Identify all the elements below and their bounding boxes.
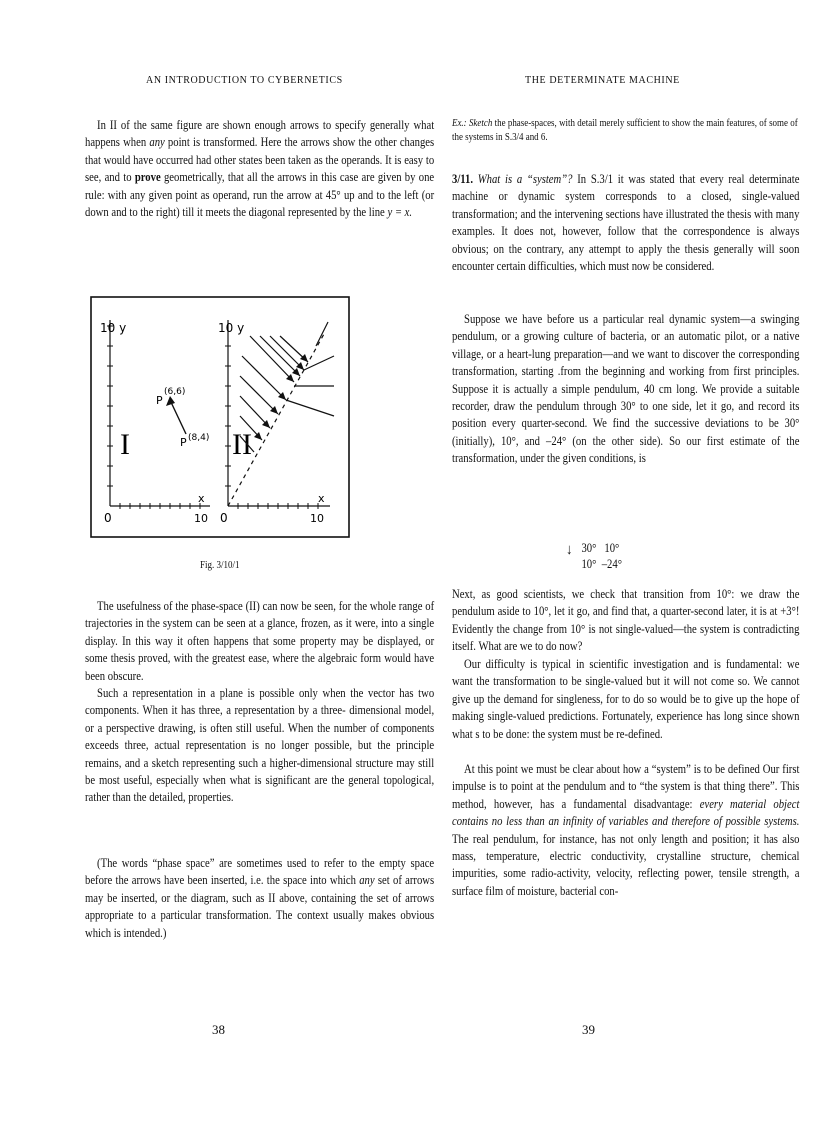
panel1-roman-numeral: I (120, 428, 130, 461)
panel1-origin: 0 (104, 511, 112, 525)
right-running-header: THE DETERMINATE MACHINE (525, 75, 680, 86)
point-a-label: P (156, 394, 163, 407)
panel1-x-tick-label: 10 (194, 512, 208, 525)
panel1-arrow-head (166, 396, 175, 406)
transformation-top-row: 30° 10° (581, 541, 620, 555)
panel1-y-label: 10 y (100, 321, 127, 335)
point-b-label: P (180, 436, 187, 449)
section-3-11-paragraph-4: Our difficulty is typical in scientific investigation and is fundamental: we want the transformation to be single-valued but it will not come so. We cannot give up the demand for singleness, for to do so would be to give up the hope of making single-valued predictions. Fortunately, experience has long since shown what s to be done: the system must be re-defined. (452, 657, 800, 741)
left-running-header: AN INTRODUCTION TO CYBERNETICS (146, 75, 343, 86)
right-page-number: 39 (582, 1022, 595, 1037)
panel2-x-tick-label: 10 (310, 512, 324, 525)
panel2-arrow-heads (254, 354, 308, 440)
panel2-roman-numeral: II (232, 428, 252, 461)
panel2-y-label: 10 y (218, 321, 245, 335)
left-page-number: 38 (212, 1022, 225, 1037)
left-paragraph-2: The usefulness of the phase-space (II) can now be seen, for the whole range of trajectories in the system can be seen at a glance, frozen, as it were, into a single display. In this way it often happens that some property may be displayed, or some thesis proved, with the greatest ease, where the algebraic form would have been obscure. (85, 599, 435, 683)
transformation-arrow: ↓ (566, 542, 573, 558)
panel2-diagonal-line (228, 334, 324, 506)
panel1-x-label: x (198, 492, 205, 505)
panel1-transition-arrow (170, 400, 186, 434)
panel2-x-label: x (318, 492, 325, 505)
panel2-origin: 0 (220, 511, 228, 525)
left-paragraph-4: (The words “phase space” are sometimes used to refer to the empty space before the arrows have been inserted, i.e. the space into which any set of arrows may be inserted, or the diagram, such as II above, containing the set of arrows appropriate to a particular transformation. The context usually makes obvious which is intended.) (85, 856, 435, 940)
section-3-11-paragraph-3: Next, as good scientists, we check that transition from 10°: we draw the pendulum aside to 10°, let it go, and find that, a quarter-second later, it is at +3°! Evidently the change from 10° is not single-valued—the system is contradicting itself. What are we to do now? (452, 587, 800, 654)
exercise-note: Ex.: Sketch the phase-spaces, with detail merely sufficient to show the main features, of some of the systems in S.3/4 and 6. (452, 118, 798, 143)
point-b-coords: (8,4) (188, 433, 210, 443)
left-paragraph-1: In II of the same figure are shown enough arrows to specify generally what happens when any point is transformed. Here the arrows show the other changes that would have occurred had other states been taken as the operands. It is easy to see, and to prove geometrically, that all the arrows in this case are given by one rule: with any given point as operand, run the arrow at 45° up and to the left (or down and to the right) till it meets the diagonal represented by the line y = x. (85, 118, 435, 220)
figure-caption: Fig. 3/10/1 (200, 560, 240, 571)
point-a-coords: (6,6) (164, 387, 186, 397)
left-paragraph-3: Such a representation in a plane is possible only when the vector has two components. When it has three, a representation by a three- dimensional model, or a perspective drawing, is often still useful. When the number of components exceeds three, actual representation is no longer possible, but the principle remains, and a sketch representing such a higher-dimensional structure may still be most useful, especially when what is significant are the general topological, rather than the detailed, properties. (85, 686, 435, 805)
section-3-11-paragraph-5: At this point we must be clear about how a “system” is to be defined Our first impulse is to point at the pendulum and to “the system is that thing there”. This method, however, has a fundamental disadvantage: every material object contains no less than an infinity of variables and therefore of possible systems. The real pendulum, for instance, has not only length and position; it has also mass, temperature, electric conductivity, crystalline structure, chemical impurities, some radio-activity, velocity, reflecting power, tensile strength, a surface film of moisture, bacterial con- (452, 762, 800, 898)
panel1-ticks (107, 326, 200, 509)
section-3-11-paragraph-2: Suppose we have before us a particular real dynamic system—a swinging pendulum, or a growing culture of bacteria, or an automatic pilot, or a native village, or a heart-lung preparation—and we want to discover the corresponding transformation, starting .from the beginning and working from first principles. Suppose it is actually a simple pendulum, 40 cm long. We provide a suitable recorder, draw the pendulum through 30° to one side, let it go, and record its position every quarter-second. We find the successive deviations to be 30° (initially), 10°, and –24° (on the other side). So our first estimate of the transformation, under the given conditions, is (452, 312, 800, 466)
panel2-arrow-field (240, 322, 334, 452)
transformation-bottom-row: 10° –24° (581, 557, 622, 571)
section-3-11-paragraph-1: 3/11. What is a “system”? In S.3/1 it was stated that every real determinate machine or dynamic system corresponds to a closed, single-valued transformation; and the intervening sections have illustrated the thesis with many examples. It does not, however, follow that the correspondence is always obvious; on the contrary, any attempt to apply the thesis generally will soon encounter certain difficulties, which must now be considered. (452, 172, 800, 274)
phase-space-figure (90, 296, 350, 538)
